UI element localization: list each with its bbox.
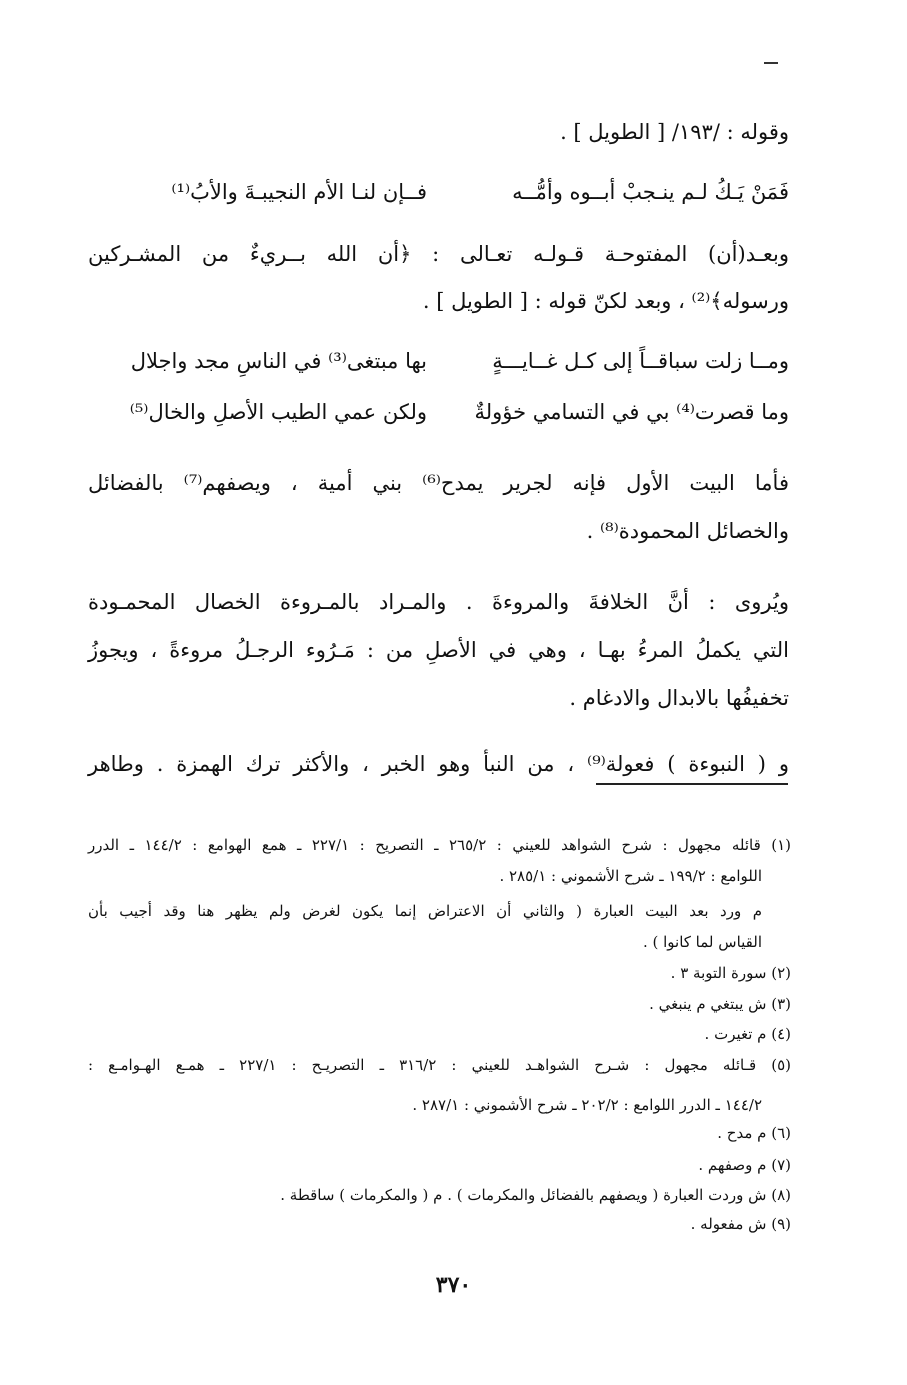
paragraph3-line3: تخفيفُها بالابدال والادغام . xyxy=(569,686,789,710)
paragraph1-line2: ورسوله﴾⁽²⁾ ، وبعد لكنّ قوله : [ الطويل ] . xyxy=(422,289,789,313)
footnote-7: (٧) م وصفهم . xyxy=(698,1156,791,1174)
verse1-first-hemistich: فَمَنْ يَـكُ لـم ينـجبْ أبــوه وأمُّــه xyxy=(512,180,789,204)
paragraph3-line2: التي يكملُ المرءُ بهـا ، وهي في الأصلِ من : مَـرُوء الرجـلُ مروءةً ، ويجوزُ xyxy=(88,638,789,662)
footnote-1-line3: م ورد بعد البيت العبارة ( والثاني أن الاعتراض إنما يكون لغرض ولم يظهر هنا وقد أجيب بأن xyxy=(88,902,762,920)
footnote-3: (٣) ش يبتغي م ينبغي . xyxy=(649,995,791,1013)
footnote-8: (٨) ش وردت العبارة ( ويصفهم بالفضائل والمكرمات ) . م ( والمكرمات ) ساقطة . xyxy=(280,1186,791,1204)
intro-line: وقوله : /١٩٣/ [ الطويل ] . xyxy=(560,120,789,144)
footnote-9: (٩) ش مفعوله . xyxy=(690,1215,791,1233)
footnote-1-line2: اللوامع : ١٩٩/٢ ـ شرح الأشموني : ٢٨٥/١ . xyxy=(499,867,762,885)
verse1-second-hemistich: فــإن لنـا الأم النجيبـةَ والأبُ⁽¹⁾ xyxy=(171,180,427,204)
footnote-1-line1: (١) قائله مجهول : شرح الشواهد للعيني : ٢٦٥/٢ ـ التصريح : ٢٢٧/١ ـ همع الهوامع : ١٤٤/٢ ـ الدرر xyxy=(88,836,792,854)
footnote-2: (٢) سورة التوبة ٣ . xyxy=(670,964,791,982)
footnote-6: (٦) م مدح . xyxy=(717,1124,791,1142)
paragraph2-line2: والخصائل المحمودة⁽⁸⁾ . xyxy=(586,519,789,543)
footnote-1-line4: القياس لما كانوا ) . xyxy=(642,933,762,951)
footnote-separator xyxy=(596,783,788,785)
footnote-4: (٤) م تغيرت . xyxy=(704,1025,791,1043)
corner-mark xyxy=(764,62,778,64)
page-number: ٣٧٠ xyxy=(435,1272,472,1298)
verse3-first-hemistich: وما قصرت⁽⁴⁾ بي في التسامي خؤولةٌ xyxy=(474,400,789,424)
footnote-5-line1: (٥) قـائله مجهول : شـرح الشواهـد للعيني : ٣١٦/٢ ـ التصريـح : ٢٢٧/١ ـ همـع الهـوامـع : xyxy=(88,1056,792,1074)
paragraph1-line1: وبعـد(أن) المفتوحـة قـولـه تعـالى : ﴿أن الله بــريءٌ من المشـركين xyxy=(88,242,789,266)
verse3-second-hemistich: ولكن عمي الطيب الأصلِ والخال⁽⁵⁾ xyxy=(129,400,427,424)
verse2-second-hemistich: بها مبتغى⁽³⁾ في الناسِ مجد واجلال xyxy=(130,349,427,373)
paragraph3-line1: ويُروى : أنَّ الخلافةَ والمروءةَ . والمـراد بالمـروءة الخصال المحمـودة xyxy=(88,590,789,614)
paragraph2-line1: فأما البيت الأول فإنه لجرير يمدح⁽⁶⁾ بني أمية ، ويصفهم⁽⁷⁾ بالفضائل xyxy=(88,471,789,495)
footnote-5-line2: ١٤٤/٢ ـ الدرر اللوامع : ٢٠٢/٢ ـ شرح الأشموني : ٢٨٧/١ . xyxy=(412,1096,762,1114)
verse2-first-hemistich: ومــا زلت سباقــاً إلى كـل غــايـــةٍ xyxy=(492,349,789,373)
paragraph4-line1: و ( النبوءة ) فعولة⁽⁹⁾ ، من النبأ وهو الخبر ، والأكثر ترك الهمزة . وطاهر xyxy=(88,752,789,776)
